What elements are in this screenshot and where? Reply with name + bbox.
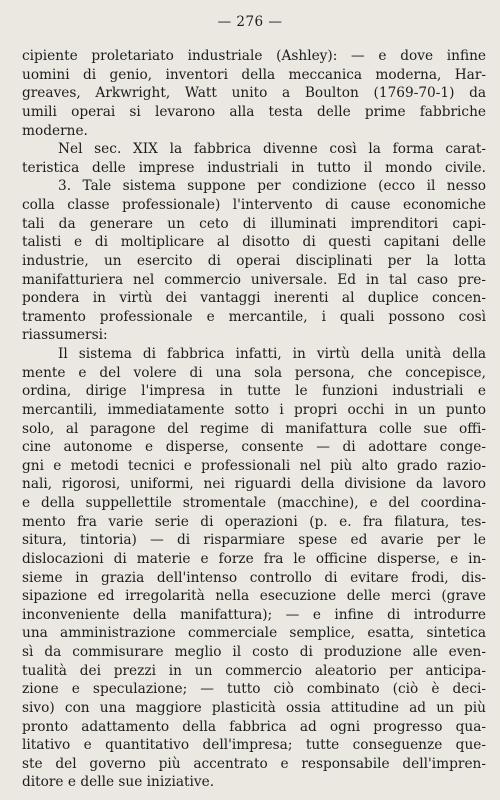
text-line: tramento professionale e mercantile, i quali possono così bbox=[22, 308, 486, 325]
text-line: greaves, Arkwright, Watt unito a Boulton (1769-70-1) da bbox=[22, 85, 486, 102]
text-line: ste del governo più accentrato e responsabile dell'impren- bbox=[22, 755, 486, 772]
text-line: talisti e di moltiplicare al disotto di questi capitani delle bbox=[22, 234, 486, 251]
text-line: inconveniente della manifattura); — e infine di introdurre bbox=[22, 606, 486, 623]
text-line: Nel sec. XIX la fabbrica divenne così la forma carat- bbox=[58, 141, 486, 158]
text-line: mercantili, immediatamente sotto i propri occhi in un punto bbox=[22, 401, 486, 418]
text-line: e della suppellettile stromentale (macchine), e del coordina- bbox=[22, 495, 486, 511]
text-line: cipiente proletariato industriale (Ashley): — e dove infine bbox=[22, 48, 486, 64]
text-line: situra, tintoria) — di risparmiare spese ed avarie per le bbox=[22, 532, 486, 549]
text-line: sipazione ed irregolarità nella esecuzione delle merci (grave bbox=[22, 588, 486, 605]
text-line: nali, rigorosi, uniformi, nei riguardi della divisione da lavoro bbox=[22, 476, 486, 493]
text-line: ordina, dirige l'impresa in tutte le funzioni industriali e bbox=[22, 383, 486, 400]
text-line: uomini di genio, inventori della meccanica moderna, Har- bbox=[22, 66, 486, 83]
text-line: umili operai si levarono alla testa delle prime fabbriche bbox=[22, 103, 486, 120]
text-line: sieme in grazia dell'intenso controllo di evitare frodi, dis- bbox=[22, 569, 486, 586]
text-line: manifatturiera nel commercio universale. Ed in tal caso pre- bbox=[22, 271, 486, 288]
text-line: ditore e delle sue iniziative. bbox=[22, 774, 215, 791]
text-line: cine autonome e disperse, consente — di adottare conge- bbox=[22, 439, 486, 456]
text-line: pondera in virtù dei vantaggi inerenti al duplice concen- bbox=[22, 290, 486, 307]
text-line: mente e del volere di una sola persona, che concepisce, bbox=[22, 364, 486, 381]
text-line: gni e metodi tecnici e professionali nel più alto grado razio- bbox=[22, 457, 486, 474]
text-line: una amministrazione commerciale semplice, esatta, sintetica bbox=[22, 625, 486, 642]
text-line: mento fra varie serie di operazioni (p. e. fra filatura, tes- bbox=[22, 513, 486, 530]
text-line: moderne. bbox=[22, 122, 88, 139]
text-line: colla classe professionale) l'intervento di cause economiche bbox=[22, 197, 486, 213]
text-line: tualità dei prezzi in un commercio aleatorio per anticipa- bbox=[22, 662, 486, 679]
text-line: dislocazioni di materie e forze fra le officine disperse, e in- bbox=[22, 550, 486, 567]
text-line: industrie, un esercito di operai disciplinati per la lotta bbox=[22, 252, 486, 269]
text-line: Il sistema di fabbrica infatti, in virtù della unità della bbox=[58, 346, 486, 362]
text-line: litativo e quantitativo dell'impresa; tutte conseguenze que- bbox=[22, 737, 486, 754]
text-line: sivo) con una maggiore plasticità ossia attitudine ad un più bbox=[22, 699, 486, 716]
text-line: sì da commisurare meglio il costo di produzione alle even- bbox=[22, 644, 486, 660]
text-line: tali da generare un ceto di illuminati imprenditori capi- bbox=[22, 215, 486, 232]
text-line: solo, al paragone del regime di manifattura colle sue offi- bbox=[22, 420, 486, 437]
text-line: teristica delle imprese industriali in tutto il mondo civile. bbox=[22, 159, 486, 176]
text-line: riassumersi: bbox=[22, 327, 108, 344]
text-line: pronto adattamento della fabbrica ad ogni progresso qua- bbox=[22, 718, 486, 735]
text-line: 3. Tale sistema suppone per condizione (ecco il nesso bbox=[58, 178, 486, 195]
page-number: — 276 — bbox=[217, 14, 283, 30]
text-line: zione e speculazione; — tutto ciò combinato (ciò è deci- bbox=[22, 681, 486, 698]
